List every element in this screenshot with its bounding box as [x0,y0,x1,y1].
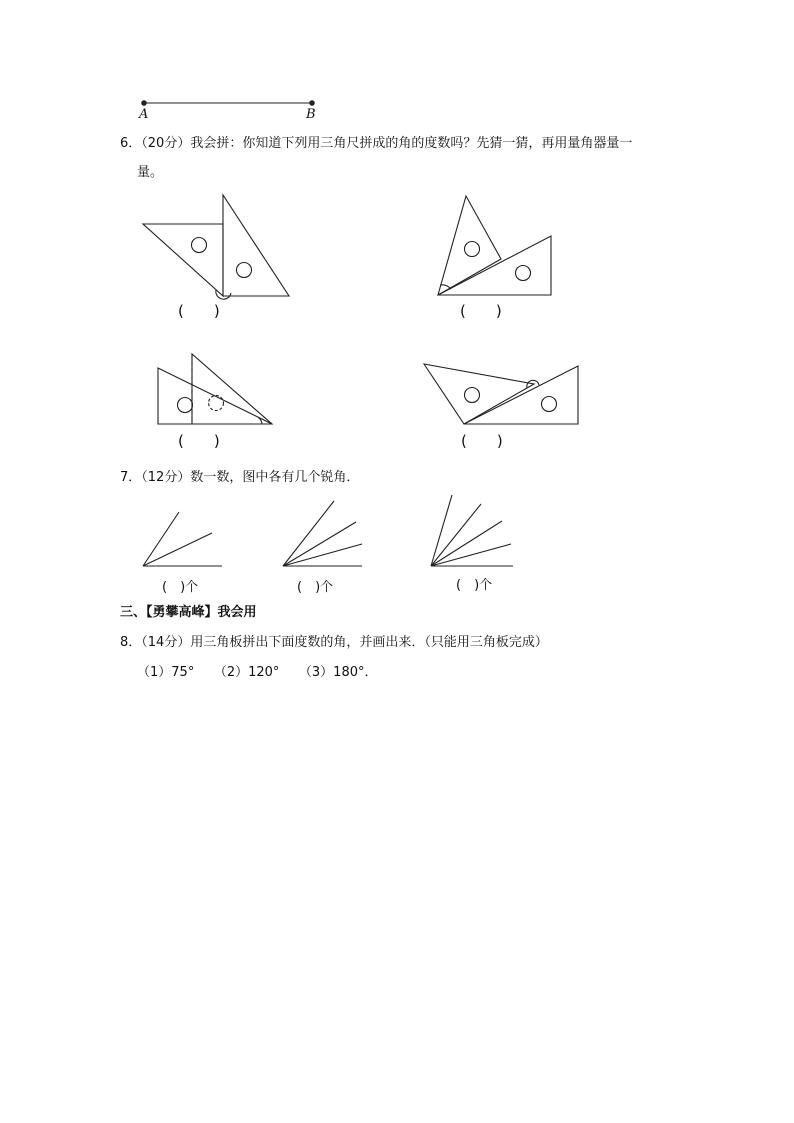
q6-prompt-line2: 量。 [137,165,164,180]
q7-answer-3[interactable]: ( )个 [456,578,493,593]
q7-prompt: 7．（12分）数一数，图中各有几个锐角． [120,470,360,485]
q7-answer-1[interactable]: ( )个 [162,580,199,595]
q6-answer-3[interactable]: ( ) [178,432,220,450]
point-a-label: A [139,107,149,122]
q7-answer-2[interactable]: ( )个 [297,580,334,595]
q8-items: （1）75° （2）120° （3）180°． [137,665,378,680]
q6-prompt-line1: 6．（20分）我会拼：你知道下列用三角尺拼成的角的度数吗？先猜一猜，再用量角器量一 [120,136,633,151]
point-b-label: B [306,107,316,122]
section-3-title: 三、【勇攀高峰】我会用 [120,605,257,620]
q6-answer-4[interactable]: ( ) [461,432,503,450]
q6-answer-1[interactable]: ( ) [178,302,220,320]
q6-answer-2[interactable]: ( ) [460,302,502,320]
q8-prompt: 8．（14分）用三角板拼出下面度数的角，并画出来．（只能用三角板完成） [120,635,548,650]
